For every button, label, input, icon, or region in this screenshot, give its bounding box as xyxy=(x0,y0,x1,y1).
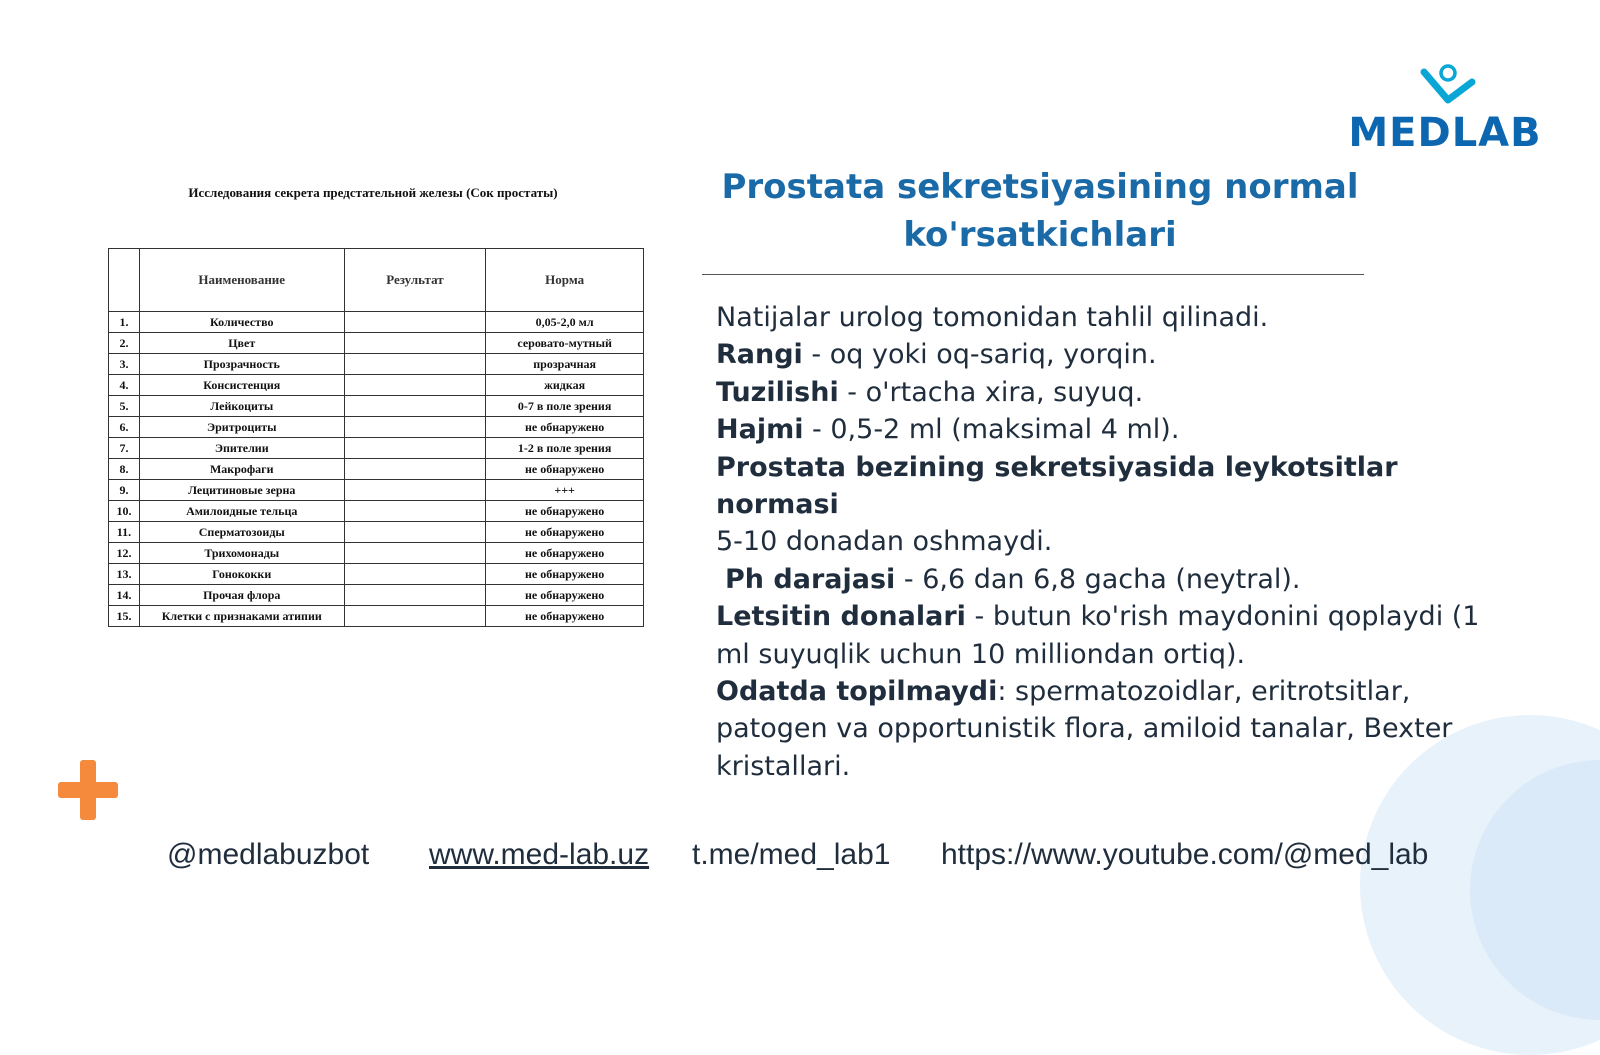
row-result xyxy=(344,564,486,585)
row-norm: не обнаружено xyxy=(486,585,644,606)
structure-text: - o'rtacha xira, suyuq. xyxy=(838,376,1144,408)
table-row xyxy=(109,585,644,606)
leukocyte-heading xyxy=(716,449,1516,524)
row-number: 4. xyxy=(109,375,140,396)
row-name: Гонококки xyxy=(139,564,344,585)
row-name: Амилоидные тельца xyxy=(139,501,344,522)
structure-line xyxy=(716,374,1516,411)
table-row xyxy=(109,375,644,396)
row-result xyxy=(344,585,486,606)
row-result xyxy=(344,396,486,417)
slide-title xyxy=(700,163,1380,259)
row-number: 1. xyxy=(109,312,140,333)
row-result xyxy=(344,312,486,333)
ph-line xyxy=(716,561,1516,598)
row-number: 15. xyxy=(109,606,140,627)
youtube-link: https://www.youtube.com/@med_lab xyxy=(941,838,1429,871)
row-norm: жидкая xyxy=(486,375,644,396)
plus-icon xyxy=(58,760,118,820)
volume-text: - 0,5-2 ml (maksimal 4 ml). xyxy=(803,414,1180,446)
row-norm: не обнаружено xyxy=(486,606,644,627)
row-number: 14. xyxy=(109,585,140,606)
row-name: Консистенция xyxy=(139,375,344,396)
table-row xyxy=(109,333,644,354)
row-name: Клетки с признаками атипии xyxy=(139,606,344,627)
header-name: Наименование xyxy=(139,249,344,312)
row-norm: 0-7 в поле зрения xyxy=(486,396,644,417)
table-row xyxy=(109,417,644,438)
row-number: 10. xyxy=(109,501,140,522)
structure-label: Tuzilishi xyxy=(716,376,839,408)
row-name: Эритроциты xyxy=(139,417,344,438)
row-norm: не обнаружено xyxy=(486,459,644,480)
row-norm: не обнаружено xyxy=(486,543,644,564)
row-result xyxy=(344,480,486,501)
color-label: Rangi xyxy=(716,339,803,371)
row-norm: не обнаружено xyxy=(486,564,644,585)
logo-text: MEDLAB xyxy=(1348,110,1542,156)
row-norm: не обнаружено xyxy=(486,417,644,438)
lecithin-label: Letsitin donalari xyxy=(716,601,966,633)
table-row xyxy=(109,480,644,501)
row-name: Цвет xyxy=(139,333,344,354)
leukocyte-text: 5-10 donadan oshmaydi. xyxy=(716,526,1053,558)
volume-label: Hajmi xyxy=(716,414,804,446)
table-row xyxy=(109,564,644,585)
row-norm: 0,05-2,0 мл xyxy=(486,312,644,333)
telegram-bot-handle: @medlabuzbot xyxy=(167,838,370,871)
row-norm: +++ xyxy=(486,480,644,501)
volume-line xyxy=(716,411,1516,448)
table-row xyxy=(109,354,644,375)
table-row xyxy=(109,522,644,543)
row-name: Лецитиновые зерна xyxy=(139,480,344,501)
table-row xyxy=(109,543,644,564)
leukocyte-label: Prostata bezining sekretsiyasida leykotsitlar normasi xyxy=(716,451,1398,521)
header-result: Результат xyxy=(344,249,486,312)
row-name: Лейкоциты xyxy=(139,396,344,417)
row-number: 5. xyxy=(109,396,140,417)
row-number: 12. xyxy=(109,543,140,564)
row-result xyxy=(344,333,486,354)
header-number xyxy=(109,249,140,312)
row-result xyxy=(344,501,486,522)
row-norm: сероватo-мутный xyxy=(486,333,644,354)
table-row xyxy=(109,396,644,417)
row-result xyxy=(344,438,486,459)
row-number: 13. xyxy=(109,564,140,585)
row-result xyxy=(344,375,486,396)
table-row xyxy=(109,312,644,333)
scan-title: Исследования секрета предстательной железы (Сок простаты) xyxy=(188,185,558,200)
table-header-row xyxy=(109,249,644,312)
row-name: Сперматозоиды xyxy=(139,522,344,543)
color-line xyxy=(716,336,1516,373)
table-row xyxy=(109,606,644,627)
row-norm: прозрачная xyxy=(486,354,644,375)
slide-title-line-1: Prostata sekretsiyasining normal xyxy=(721,167,1359,207)
row-result xyxy=(344,522,486,543)
row-number: 2. xyxy=(109,333,140,354)
not-found-label: Odatda topilmaydi xyxy=(716,676,998,708)
row-name: Прочая флора xyxy=(139,585,344,606)
color-text: - oq yoki oq-sariq, yorqin. xyxy=(802,339,1157,371)
medlab-logo xyxy=(1330,62,1560,156)
row-number: 6. xyxy=(109,417,140,438)
row-number: 9. xyxy=(109,480,140,501)
row-result xyxy=(344,459,486,480)
row-result xyxy=(344,354,486,375)
row-result xyxy=(344,606,486,627)
row-name: Эпителии xyxy=(139,438,344,459)
slide-title-line-2: ko'rsatkichlari xyxy=(903,215,1177,255)
row-number: 7. xyxy=(109,438,140,459)
title-divider xyxy=(702,274,1364,275)
table-row xyxy=(109,501,644,522)
row-name: Количество xyxy=(139,312,344,333)
telegram-link: t.me/med_lab1 xyxy=(692,838,891,871)
prostate-norms-table xyxy=(108,248,644,627)
table-row xyxy=(109,459,644,480)
lecithin-line xyxy=(716,598,1516,673)
row-name: Макрофаги xyxy=(139,459,344,480)
row-norm: 1-2 в поле зрения xyxy=(486,438,644,459)
ph-text: - 6,6 dan 6,8 gacha (neytral). xyxy=(895,563,1301,595)
not-found-line xyxy=(716,673,1516,785)
row-norm: не обнаружено xyxy=(486,522,644,543)
medlab-mark-icon xyxy=(1418,62,1478,112)
intro-text: Natijalar urolog tomonidan tahlil qilinadi. xyxy=(716,302,1269,333)
row-number: 8. xyxy=(109,459,140,480)
row-norm: не обнаружено xyxy=(486,501,644,522)
not-found-text: : spermatozoidlar, eritrotsitlar, patogen va opportunistik flora, amiloid tanalar, Bexter kristallari. xyxy=(716,676,1453,782)
row-name: Прозрачность xyxy=(139,354,344,375)
ph-label: Ph darajasi xyxy=(725,563,896,595)
row-number: 3. xyxy=(109,354,140,375)
norms-description xyxy=(716,299,1516,785)
header-norm: Норма xyxy=(486,249,644,312)
row-number: 11. xyxy=(109,522,140,543)
table-row xyxy=(109,438,644,459)
lecithin-text: - butun ko'rish maydonini qoplaydi (1 ml suyuqlik uchun 10 milliondan ortiq). xyxy=(716,601,1480,670)
row-name: Трихомонады xyxy=(139,543,344,564)
footer-contacts xyxy=(0,838,1600,878)
row-result xyxy=(344,543,486,564)
website-link[interactable]: www.med-lab.uz xyxy=(429,838,650,871)
row-result xyxy=(344,417,486,438)
